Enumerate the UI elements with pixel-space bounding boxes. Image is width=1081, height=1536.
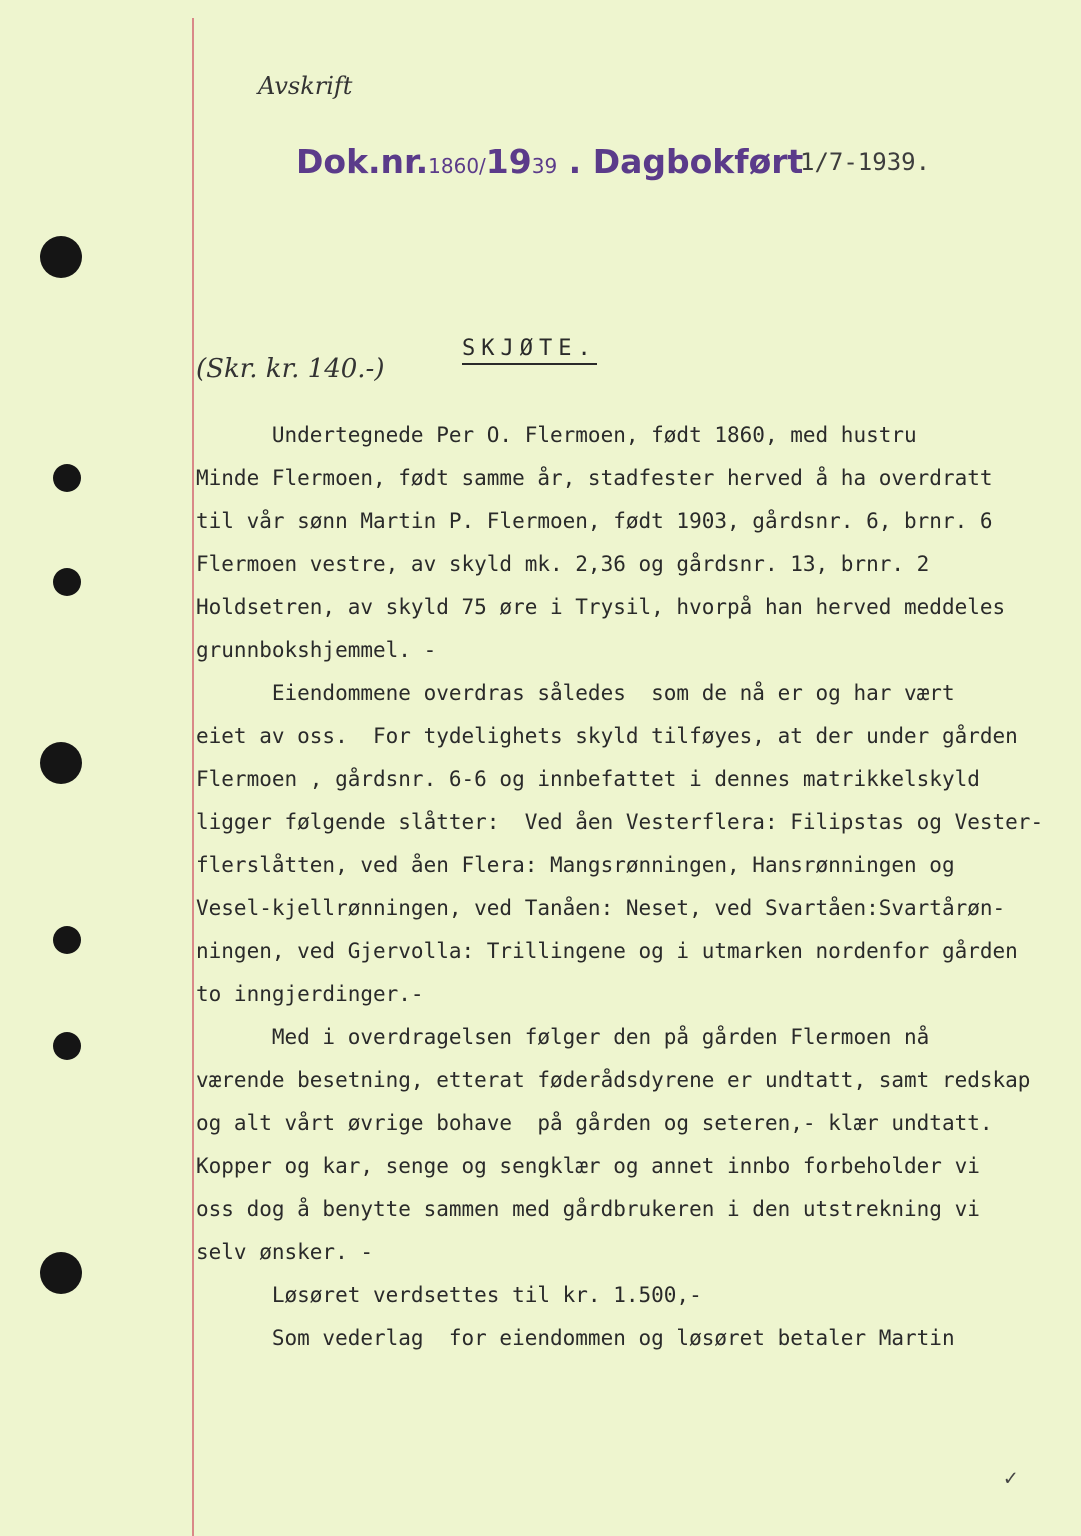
body-line: grunnbokshjemmel. - xyxy=(196,638,437,662)
document-title: SKJØTE. xyxy=(462,336,597,365)
body-line: Flermoen vestre, av skyld mk. 2,36 og gårdsnr. 13, brnr. 2 xyxy=(196,552,930,576)
stamp-number: 1860/ xyxy=(428,154,486,178)
body-line: og alt vårt øvrige bohave på gården og seteren,- klær undtatt. xyxy=(196,1111,993,1135)
body-line: Eiendommene overdras således som de nå er og har vært xyxy=(196,681,955,705)
punch-hole xyxy=(53,464,81,492)
body-line: Som vederlag for eiendommen og løsøret betaler Martin xyxy=(196,1326,955,1350)
body-line: ligger følgende slåtter: Ved åen Vesterflera: Filipstas og Vester- xyxy=(196,810,1044,834)
handwritten-annotation: Avskrift xyxy=(258,72,353,100)
punch-hole xyxy=(53,926,81,954)
body-line: Flermoen , gårdsnr. 6-6 og innbefattet i dennes matrikkelskyld xyxy=(196,767,980,791)
stamp-date: 1/7-1939. xyxy=(800,148,931,176)
punch-hole xyxy=(53,1032,81,1060)
body-line: oss dog å benytte sammen med gårdbrukeren i den utstrekning vi xyxy=(196,1197,980,1221)
body-line: til vår sønn Martin P. Flermoen, født 1903, gårdsnr. 6, brnr. 6 xyxy=(196,509,993,533)
punch-hole xyxy=(40,742,82,784)
body-line: ningen, ved Gjervolla: Trillingene og i utmarken nordenfor gården xyxy=(196,939,1018,963)
stamp-prefix: Dok.nr. xyxy=(296,142,429,181)
body-line: Kopper og kar, senge og sengklær og annet innbo forbeholder vi xyxy=(196,1154,980,1178)
body-line: værende besetning, etterat føderådsdyrene er undtatt, samt redskap xyxy=(196,1068,1031,1092)
punch-hole xyxy=(40,236,82,278)
body-line: Med i overdragelsen følger den på gården Flermoen nå xyxy=(196,1025,930,1049)
body-line: eiet av oss. For tydelighets skyld tilføyes, at der under gården xyxy=(196,724,1018,748)
fee-note: (Skr. kr. 140.-) xyxy=(196,354,385,384)
check-mark-icon: ✓ xyxy=(1004,1466,1018,1491)
stamp-year-hand: 19 xyxy=(485,142,532,181)
body-line: Minde Flermoen, født samme år, stadfester herved å ha overdratt xyxy=(196,466,993,490)
body-line: flerslåtten, ved åen Flera: Mangsrønningen, Hansrønningen og xyxy=(196,853,955,877)
stamp-registered-label: Dagbokført xyxy=(592,142,804,181)
margin-rule xyxy=(192,18,194,1536)
punch-hole xyxy=(40,1252,82,1294)
body-line: Holdsetren, av skyld 75 øre i Trysil, hvorpå han herved meddeles xyxy=(196,595,1006,619)
body-line: to inngjerdinger.- xyxy=(196,982,424,1006)
body-line: Løsøret verdsettes til kr. 1.500,- xyxy=(196,1283,702,1307)
stamp-year-print: 39 xyxy=(531,154,558,178)
body-line: Vesel-kjellrønningen, ved Tanåen: Neset, ved Svartåen:Svartårøn- xyxy=(196,896,1006,920)
body-line: selv ønsker. - xyxy=(196,1240,374,1264)
punch-hole xyxy=(53,568,81,596)
body-line: Undertegnede Per O. Flermoen, født 1860, med hustru xyxy=(196,423,917,447)
stamp-separator: . xyxy=(557,142,593,181)
document-number-stamp xyxy=(296,142,803,181)
